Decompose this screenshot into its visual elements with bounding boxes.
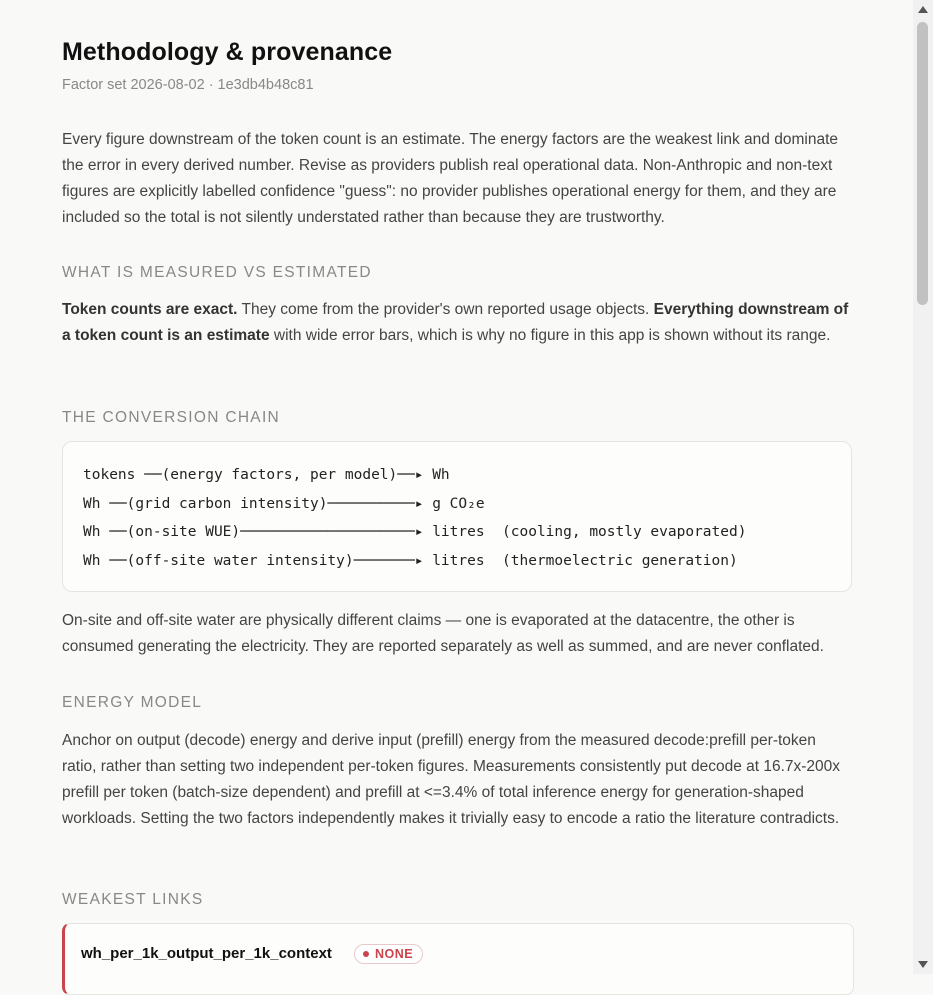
- measured-text-1: They come from the provider's own reported usage objects.: [237, 301, 654, 318]
- water-note-paragraph: On-site and off-site water are physically different claims — one is evaporated at the datacentre, the other is consumed generating the electricity. They are reported separately as well as summed, and are never conflated.: [62, 612, 824, 655]
- measured-paragraph: [62, 297, 852, 349]
- scroll-up-arrow-icon[interactable]: [918, 6, 928, 13]
- section-heading-energy-model: ENERGY MODEL: [62, 694, 203, 711]
- energy-model-paragraph: Anchor on output (decode) energy and derive input (prefill) energy from the measured decode:prefill per-token ratio, rather than setting two independent per-token figures. Measurements consistently put decode at 16.7x-200x prefill per token (batch-size dependent) and prefill at <=3.4% of total inference energy for generation-shaped workloads. Setting the two factors independently makes it trivially easy to encode a ratio the literature contradicts.: [62, 732, 841, 827]
- conversion-chain-code-block: [62, 441, 852, 592]
- page-title: Methodology & provenance: [62, 38, 393, 66]
- weakest-link-name: wh_per_1k_output_per_1k_context: [81, 945, 332, 962]
- status-dot-icon: [363, 951, 369, 957]
- confidence-badge: [354, 944, 423, 964]
- vertical-scrollbar[interactable]: [913, 0, 933, 974]
- intro-paragraph: Every figure downstream of the token count is an estimate. The energy factors are the weakest link and dominate the error in every derived number. Revise as providers publish real operational data. Non-Anthropic and non-text figures are explicitly labelled confidence "guess": no provider publishes operational energy for them, and they are included so the total is not silently understated rather than because they are trustworthy.: [62, 131, 838, 226]
- section-heading-measured: WHAT IS MEASURED VS ESTIMATED: [62, 264, 372, 281]
- factor-set-subtitle: Factor set 2026-08-02 · 1e3db4b48c81: [62, 77, 314, 93]
- scroll-down-arrow-icon[interactable]: [918, 961, 928, 968]
- measured-text-2: with wide error bars, which is why no figure in this app is shown without its range.: [269, 327, 831, 344]
- conversion-chain-code: tokens ──(energy factors, per model)──▸ Wh Wh ──(grid carbon intensity)──────────▸ g CO₂e Wh ──(on-site WUE)────────────────────▸ litres (cooling, mostly evaporated) Wh ──(off-site water intensity)───────▸ litres (thermoelectric generation): [83, 467, 747, 570]
- confidence-badge-label: NONE: [375, 947, 414, 961]
- weakest-link-card: [62, 923, 854, 995]
- measured-bold-1: Token counts are exact.: [62, 301, 238, 318]
- scrollbar-thumb[interactable]: [917, 22, 928, 305]
- measured-bold-2: Everything downstream of a token count is an estimate: [62, 301, 849, 344]
- section-heading-weakest-links: WEAKEST LINKS: [62, 891, 204, 908]
- section-heading-conversion-chain: THE CONVERSION CHAIN: [62, 409, 281, 426]
